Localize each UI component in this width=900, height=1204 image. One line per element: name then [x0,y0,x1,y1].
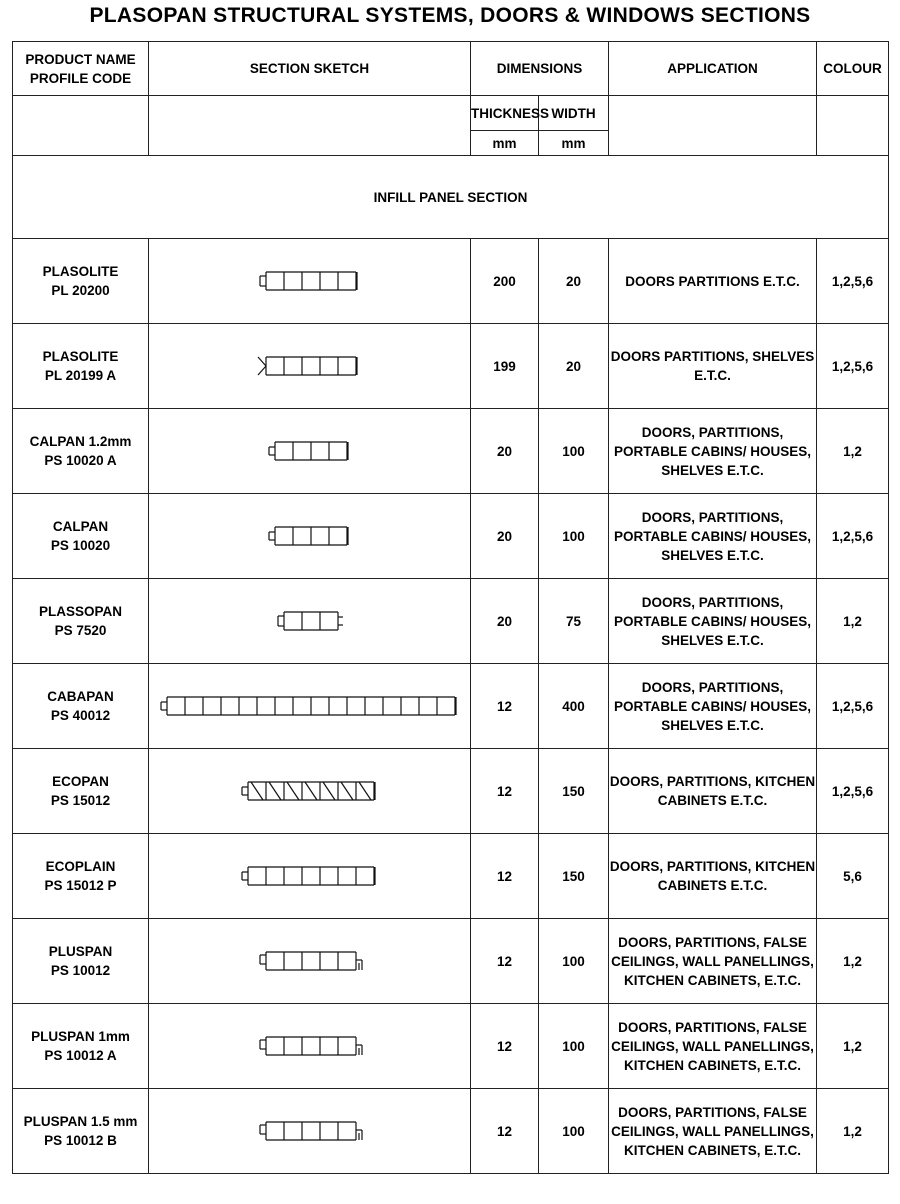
section-sketch-cell [149,409,471,494]
product-cell [13,324,149,409]
section-sketch-cell [149,834,471,919]
thickness-cell: 12 [471,834,539,919]
width-cell: 150 [539,834,609,919]
application-cell: DOORS, PARTITIONS, PORTABLE CABINS/ HOUSES, SHELVES E.T.C. [609,409,817,494]
section-sketch-cell [149,919,471,1004]
header-colour: COLOUR [817,42,889,96]
section-sketch-icon [256,270,364,292]
profile-code: PS 10020 [50,538,111,553]
profile-code: PS 15012 P [44,878,117,893]
product-name: CALPAN [52,519,109,534]
subheader-row [13,96,889,131]
table-row [13,409,889,494]
profile-code: PS 10012 B [44,1133,117,1148]
table-row [13,579,889,664]
table-row [13,919,889,1004]
profile-code: PS 10012 A [44,1048,117,1063]
thickness-cell: 20 [471,409,539,494]
table-row [13,239,889,324]
table-row [13,1089,889,1174]
product-cell [13,1089,149,1174]
width-cell: 100 [539,919,609,1004]
thickness-cell: 12 [471,664,539,749]
header-product: PRODUCT NAME PROFILE CODE [13,42,149,96]
colour-cell: 1,2,5,6 [817,664,889,749]
table-row [13,749,889,834]
width-cell: 100 [539,494,609,579]
product-cell [13,1004,149,1089]
header-thickness: THICKNESS [471,96,539,131]
thickness-cell: 20 [471,579,539,664]
section-sketch-icon [157,695,463,717]
table-row [13,834,889,919]
product-cell [13,749,149,834]
section-title: INFILL PANEL SECTION [13,156,889,239]
section-sketch-icon [238,865,382,887]
product-name: PLUSPAN [48,944,113,959]
unit-width: mm [539,131,609,156]
table-row [13,1004,889,1089]
header-dimensions: DIMENSIONS [471,42,609,96]
profile-code: PL 20200 [51,283,110,298]
product-cell [13,409,149,494]
section-sketch-icon [256,355,364,377]
product-cell [13,919,149,1004]
section-sketch-cell [149,324,471,409]
section-sketch-icon [265,440,355,462]
section-row [13,156,889,239]
width-cell: 75 [539,579,609,664]
product-name: PLASOLITE [42,264,119,279]
width-cell: 400 [539,664,609,749]
header-row [13,42,889,96]
section-sketch-cell [149,1004,471,1089]
thickness-cell: 20 [471,494,539,579]
header-sketch: SECTION SKETCH [149,42,471,96]
product-cell [13,579,149,664]
colour-cell: 1,2,5,6 [817,324,889,409]
width-cell: 20 [539,324,609,409]
width-cell: 20 [539,239,609,324]
application-cell: DOORS, PARTITIONS, PORTABLE CABINS/ HOUSES, SHELVES E.T.C. [609,494,817,579]
application-cell: DOORS, PARTITIONS, PORTABLE CABINS/ HOUSES, SHELVES E.T.C. [609,664,817,749]
product-cell [13,834,149,919]
unit-thickness: mm [471,131,539,156]
section-sketch-cell [149,1089,471,1174]
colour-cell: 1,2 [817,579,889,664]
sections-table [12,41,889,1174]
colour-cell: 1,2 [817,1089,889,1174]
colour-cell: 1,2 [817,1004,889,1089]
product-name: PLUSPAN 1mm [31,1029,130,1044]
profile-code: PL 20199 A [44,368,117,383]
thickness-cell: 200 [471,239,539,324]
section-sketch-cell [149,579,471,664]
table-row [13,494,889,579]
width-cell: 100 [539,1089,609,1174]
section-sketch-cell [149,239,471,324]
profile-code: PS 40012 [50,708,111,723]
product-name: PLASSOPAN [38,604,122,619]
table-row [13,324,889,409]
product-cell [13,664,149,749]
section-sketch-cell [149,494,471,579]
profile-code: PS 15012 [50,793,111,808]
application-cell: DOORS, PARTITIONS, PORTABLE CABINS/ HOUSES, SHELVES E.T.C. [609,579,817,664]
section-sketch-icon [265,525,355,547]
colour-cell: 1,2,5,6 [817,239,889,324]
header-width: WIDTH [539,96,609,131]
thickness-cell: 199 [471,324,539,409]
section-sketch-icon [256,1120,364,1142]
colour-cell: 1,2,5,6 [817,749,889,834]
section-sketch-icon [274,610,346,632]
section-sketch-cell [149,664,471,749]
colour-cell: 1,2 [817,919,889,1004]
product-cell [13,494,149,579]
application-cell: DOORS PARTITIONS E.T.C. [609,239,817,324]
colour-cell: 1,2 [817,409,889,494]
thickness-cell: 12 [471,749,539,834]
product-name: CABAPAN [47,689,114,704]
thickness-cell: 12 [471,919,539,1004]
application-cell: DOORS, PARTITIONS, KITCHEN CABINETS E.T.C. [609,749,817,834]
application-cell: DOORS PARTITIONS, SHELVES E.T.C. [609,324,817,409]
product-cell [13,239,149,324]
colour-cell: 1,2,5,6 [817,494,889,579]
product-name: PLASOLITE [42,349,119,364]
product-name: CALPAN 1.2mm [29,434,132,449]
profile-code: PS 10020 A [44,453,117,468]
table-row [13,664,889,749]
application-cell: DOORS, PARTITIONS, KITCHEN CABINETS E.T.C. [609,834,817,919]
product-name: PLUSPAN 1.5 mm [23,1114,138,1129]
header-application: APPLICATION [609,42,817,96]
product-name: ECOPLAIN [45,859,116,874]
profile-code: PS 7520 [54,623,107,638]
section-sketch-cell [149,749,471,834]
width-cell: 150 [539,749,609,834]
section-sketch-icon [238,780,382,802]
section-sketch-icon [256,1035,364,1057]
application-cell: DOORS, PARTITIONS, FALSE CEILINGS, WALL PANELLINGS, KITCHEN CABINETS, E.T.C. [609,1004,817,1089]
width-cell: 100 [539,1004,609,1089]
section-sketch-icon [256,950,364,972]
application-cell: DOORS, PARTITIONS, FALSE CEILINGS, WALL PANELLINGS, KITCHEN CABINETS, E.T.C. [609,919,817,1004]
page-title: PLASOPAN STRUCTURAL SYSTEMS, DOORS & WINDOWS SECTIONS [89,4,811,27]
colour-cell: 5,6 [817,834,889,919]
thickness-cell: 12 [471,1004,539,1089]
product-name: ECOPAN [52,774,109,789]
profile-code: PS 10012 [50,963,111,978]
width-cell: 100 [539,409,609,494]
thickness-cell: 12 [471,1089,539,1174]
application-cell: DOORS, PARTITIONS, FALSE CEILINGS, WALL PANELLINGS, KITCHEN CABINETS, E.T.C. [609,1089,817,1174]
